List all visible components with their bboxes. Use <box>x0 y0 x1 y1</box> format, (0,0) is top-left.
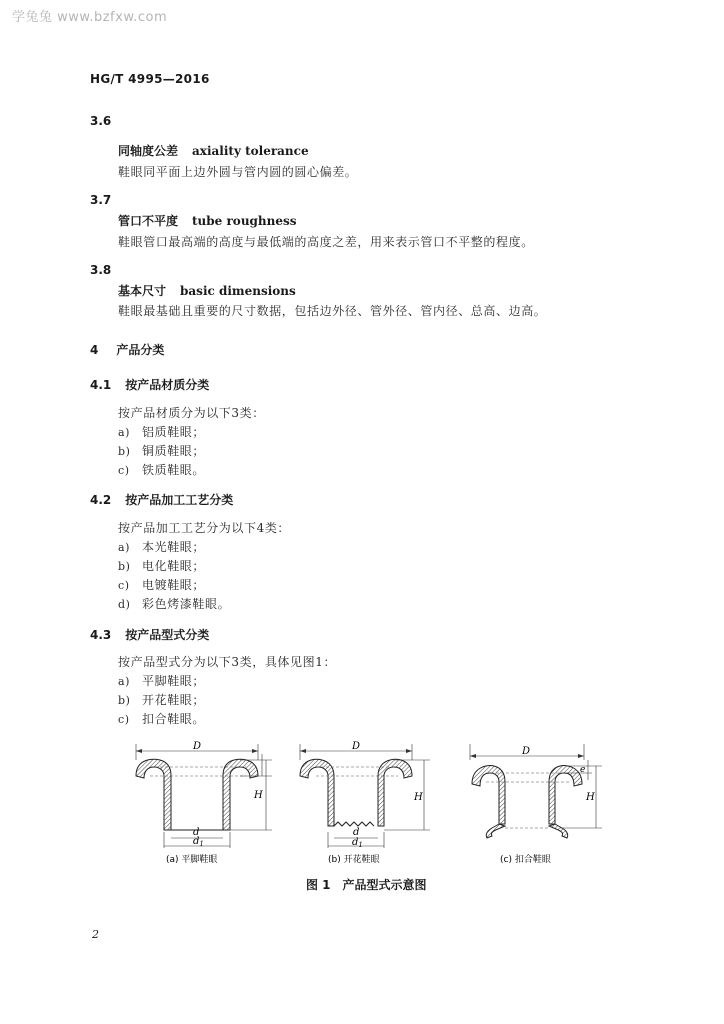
figure-number: 图 1 <box>306 878 331 892</box>
term-definition: 鞋眼最基础且重要的尺寸数据，包括边外径、管外径、管内径、总高、边高。 <box>118 304 547 318</box>
list-item <box>118 576 205 593</box>
list-item <box>118 423 205 440</box>
section-number: 3.8 <box>90 263 112 277</box>
list-text: 本光鞋眼； <box>142 540 206 554</box>
list-text: 铜质鞋眼； <box>142 444 206 458</box>
list-marker: a) <box>118 675 131 688</box>
list-item <box>118 710 205 727</box>
subsection-title: 按产品型式分类 <box>125 628 210 642</box>
standard-code: HG/T 4995—2016 <box>90 72 210 86</box>
term-definition: 鞋眼同平面上边外圆与管内圆的圆心偏差。 <box>118 165 358 179</box>
paragraph: 按产品型式分为以下3类，具体见图1： <box>118 655 337 669</box>
dim-label-D: D <box>352 741 361 752</box>
list-marker: b) <box>118 694 131 707</box>
term-en: basic dimensions <box>180 284 296 298</box>
subsection-number: 4.3 <box>90 628 112 642</box>
list-marker: c) <box>118 464 130 477</box>
list-item <box>118 595 230 612</box>
subsection-number: 4.1 <box>90 378 112 392</box>
paragraph: 按产品材质分为以下3类： <box>118 406 265 420</box>
term-zh: 同轴度公差 <box>118 144 179 158</box>
figure-title <box>306 876 427 893</box>
chapter-title: 产品分类 <box>116 343 165 357</box>
caption-b: (b) 开花鞋眼 <box>328 855 380 865</box>
list-text: 铝质鞋眼； <box>142 425 206 439</box>
section-number: 3.7 <box>90 193 112 207</box>
list-marker: a) <box>118 541 131 554</box>
dim-label-d1: $d_1$ <box>352 837 363 849</box>
list-marker: c) <box>118 579 130 592</box>
term-zh: 管口不平度 <box>118 214 179 228</box>
caption-a: (a) 平脚鞋眼 <box>166 855 218 865</box>
subsection-heading <box>90 626 209 643</box>
flower-eyelet-drawing <box>300 744 430 848</box>
page-number: 2 <box>92 928 99 941</box>
term-heading <box>118 282 296 299</box>
list-marker: b) <box>118 560 131 573</box>
dim-label-d: d <box>193 827 200 838</box>
list-marker: c) <box>118 713 130 726</box>
dim-label-d: d <box>353 827 360 838</box>
dim-label-d1: $d_1$ <box>193 836 204 848</box>
dim-label-H: H <box>414 792 423 803</box>
list-item <box>118 538 205 555</box>
figure-title-text: 产品型式示意图 <box>342 878 427 892</box>
term-heading <box>118 142 309 159</box>
list-marker: d) <box>118 598 131 611</box>
list-item <box>118 672 205 689</box>
list-text: 铁质鞋眼。 <box>142 463 206 477</box>
dim-label-D: D <box>522 746 531 757</box>
list-text: 平脚鞋眼； <box>142 674 206 688</box>
paragraph: 按产品加工工艺分为以下4类： <box>118 521 291 535</box>
subsection-title: 按产品加工工艺分类 <box>125 493 234 507</box>
list-item <box>118 557 205 574</box>
term-zh: 基本尺寸 <box>118 284 167 298</box>
subsection-title: 按产品材质分类 <box>125 378 210 392</box>
list-marker: a) <box>118 426 131 439</box>
dim-label-H: H <box>254 790 263 801</box>
chapter-number: 4 <box>90 343 99 357</box>
list-item <box>118 461 205 478</box>
list-marker: b) <box>118 445 131 458</box>
list-item <box>118 691 205 708</box>
list-text: 电化鞋眼； <box>142 559 206 573</box>
dim-label-H: H <box>586 792 595 803</box>
dim-label-e: e <box>580 765 586 775</box>
subsection-heading <box>90 376 209 393</box>
snap-eyelet-drawing <box>470 744 602 838</box>
list-text: 电镀鞋眼； <box>142 578 206 592</box>
flat-eyelet-drawing <box>136 744 272 848</box>
dim-label-D: D <box>193 741 202 752</box>
list-text: 彩色烤漆鞋眼。 <box>142 597 231 611</box>
caption-c: (c) 扣合鞋眼 <box>500 855 551 865</box>
watermark: 学兔兔 www.bzfxw.com <box>12 10 168 25</box>
list-text: 扣合鞋眼。 <box>142 712 206 726</box>
subsection-heading <box>90 491 233 508</box>
chapter-heading <box>90 341 164 358</box>
subsection-number: 4.2 <box>90 493 112 507</box>
term-definition: 鞋眼管口最高端的高度与最低端的高度之差，用来表示管口不平整的程度。 <box>118 235 534 249</box>
list-text: 开花鞋眼； <box>142 693 206 707</box>
section-number: 3.6 <box>90 114 112 128</box>
term-heading <box>118 212 297 229</box>
list-item <box>118 442 205 459</box>
term-en: axiality tolerance <box>192 144 309 158</box>
term-en: tube roughness <box>192 214 297 228</box>
